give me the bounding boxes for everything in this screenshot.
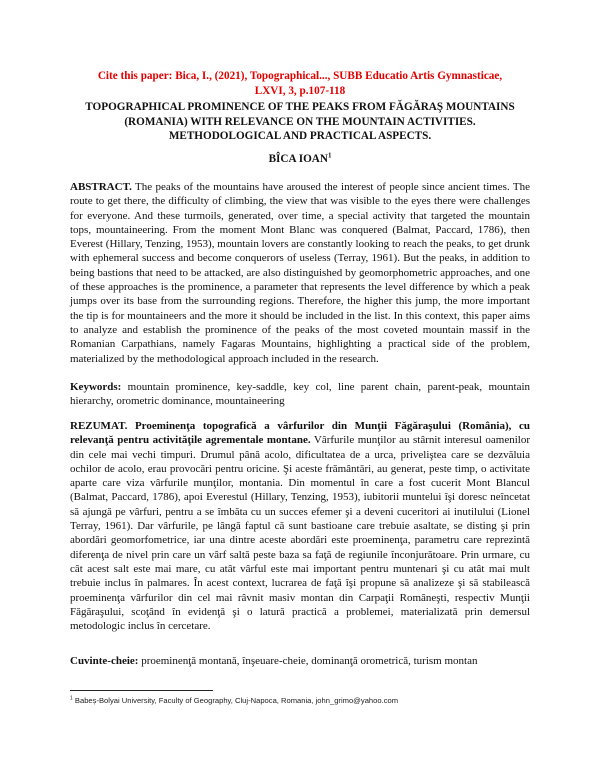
citation-line-1: Cite this paper: Bica, I., (2021), Topographical..., SUBB Educatio Artis Gymnasticae, <box>97 70 503 82</box>
rezumat-text: Vârfurile munţilor au stârnit interesul oamenilor din cele mai vechi timpuri. Drumul până acolo, dificultatea de a urca, priveliştea care se dezvăluia ochilor de acolo, erau provocări pentru oricine. Şi aceste frământări, au generat, peste timp, o activitate aparte care viza vârfurile munţilor, montania. Din momentul în care a fost cucerit Mont Blancul (Balmat, Paccard, 1786), apoi Everestul (Hillary, Tenzing, 1953), iubitorii muntelui îşi doresc neîncetat să ajungă pe vârfuri, pentru a se îmbăta cu un succes efemer şi a deveni cuceritori ai inutilului (Lionel Terray, 1961). Dar vârfurile, pe lângă faptul că sunt bastioane care trebuie asaltate, se disting şi prin abordări geomorfometrice, iar una dintre aceste abordări este proeminenţa, parametru care reprezintă diferenţa de nivel prin care un vârf saltă peste baza sa faţă de regiunile înconjurătoare. Prin urmare, cu cât acest salt este mai mare, cu atât vârful este mai important pentru muntenari şi cu atât mai mult trebuie inclus în palmares. În acest context, lucrarea de faţă îşi propune să analizeze şi să stabilească proeminenţa vârfurilor din cel mai râvnit masiv montan din Carpaţii Româneşti, respectiv Munţii Făgăraşului, scoţând în evidenţă şi o latură practică a problemei, materializată prin demersul metodologic inclus în cercetare. <box>70 434 530 633</box>
author-name: BÎCA IOAN <box>268 153 328 165</box>
cuvinte-cheie-text: proeminenţă montană, înşeuare-cheie, dominanţă orometrică, turism montan <box>141 655 478 667</box>
title-line-2: (ROMANIA) WITH RELEVANCE ON THE MOUNTAIN ACTIVITIES. <box>124 115 476 128</box>
title-line-1: TOPOGRAPHICAL PROMINENCE OF THE PEAKS FROM FĂGĂRAŞ MOUNTAINS <box>85 101 515 113</box>
abstract-text: The peaks of the mountains have aroused the interest of people since ancient times. The route to get there, the difficulty of climbing, the view that was visible to the eyes there were challenges for everyone. And these turmoils, generated, over time, a special activity that targeted the mountain tops, mountaineering. From the moment Mont Blanc was conquered (Balmat, Paccard, 1786), then Everest (Hillary, Tenzing, 1953), mountain lovers are constantly looking to reach the peaks, to get drunk with ephemeral success and become conquerors of useless (Terray, 1961). But the peaks, in addition to being bastions that need to be attacked, are also distinguished by geomorphometric approaches, and one of these approaches is the prominence, a parameter that represents the level difference by which a peak jumps over its base from the surrounding regions. Therefore, the higher this jump, the more important the tip is for mountaineers and the more it should be included in the list. In this context, this paper aims to analyze and establish the prominence of the peaks of the most coveted mountain massif in the Romanian Carpathians, namely Fagaras Mountains, highlighting a practical side of the problem, materialized by the methodological approach included in the research. <box>70 181 530 365</box>
footnote-mark: 1 <box>70 695 73 702</box>
keywords-text: mountain prominence, key-saddle, key col, line parent chain, parent-peak, mountain hierarchy, orometric dominance, mountaineering <box>70 381 531 408</box>
rezumat-label: REZUMAT. Proeminenţa topografică a vârfurilor din Munţii Făgăraşului (România), cu relevanţă pentru activităţile agrementale montane. <box>70 420 530 447</box>
rezumat-paragraph <box>70 419 530 633</box>
author-footnote-mark: 1 <box>327 151 332 160</box>
footnote-divider <box>70 690 213 691</box>
abstract-paragraph <box>70 180 530 366</box>
citation-line-2: LXVI, 3, p.107-118 <box>254 85 346 97</box>
keywords-label: Keywords: <box>70 381 122 393</box>
footnote-text: Babeș-Bolyai University, Faculty of Geography, Cluj-Napoca, Romania, john_grimo@yahoo.com <box>74 696 399 705</box>
citation-header <box>70 69 530 99</box>
keywords-paragraph <box>70 380 530 409</box>
abstract-label: ABSTRACT. <box>70 181 132 193</box>
paper-title <box>70 100 530 144</box>
title-line-3: METHODOLOGICAL AND PRACTICAL ASPECTS. <box>168 130 432 142</box>
footnote <box>70 696 530 706</box>
cuvinte-cheie-label: Cuvinte-cheie: <box>70 655 139 667</box>
cuvinte-cheie-paragraph <box>70 654 530 668</box>
author-line <box>70 152 530 166</box>
